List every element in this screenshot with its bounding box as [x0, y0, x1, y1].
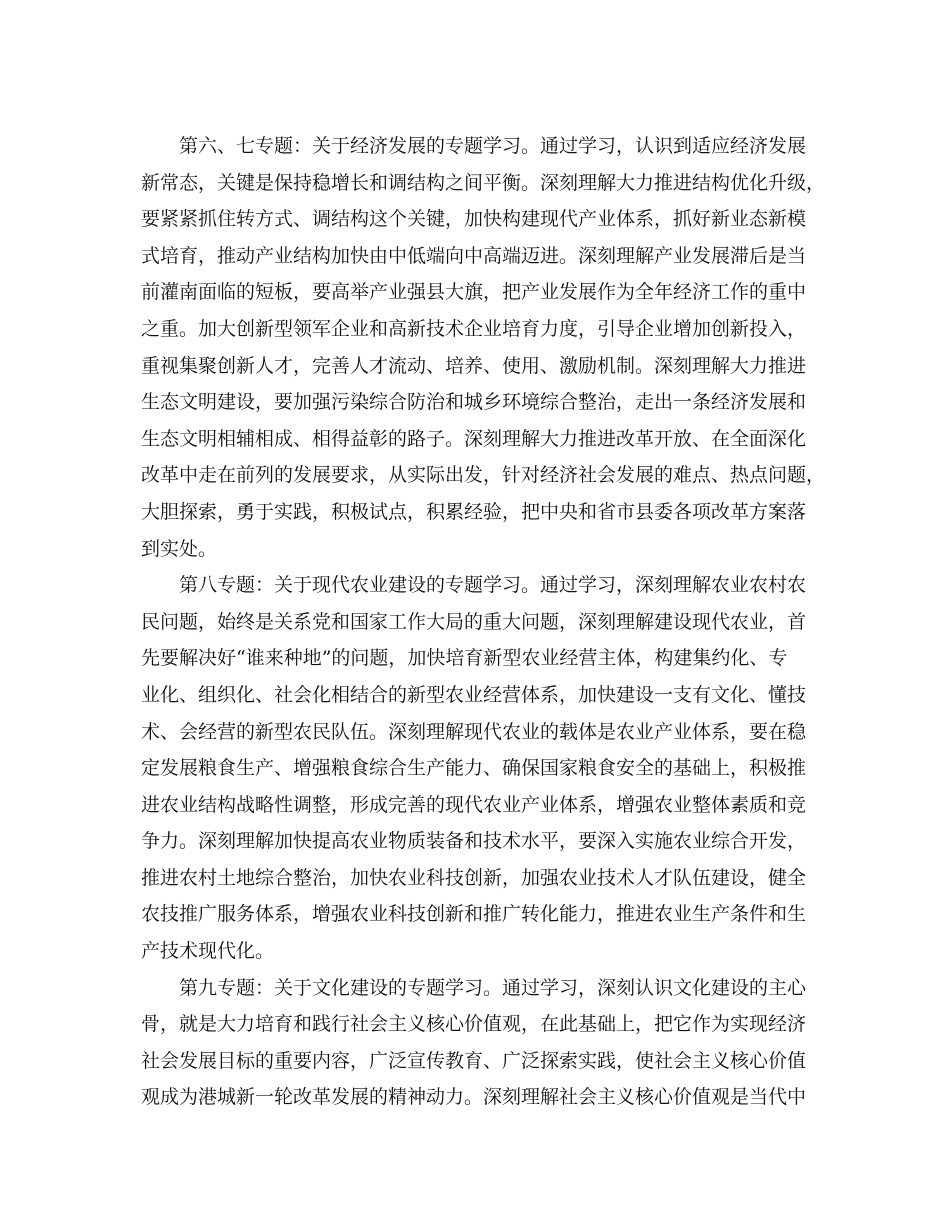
text-line: 产技术现代化。	[141, 940, 275, 963]
text-line: 大胆探索，勇于实践，积极试点，积累经验，把中央和省市县委各项改革方案落	[141, 500, 807, 523]
text-line: 第九专题：关于文化建设的专题学习。通过学习，深刻认识文化建设的主心	[179, 976, 807, 999]
paragraph-economic-development	[141, 128, 826, 567]
text-line: 到实处。	[141, 537, 218, 560]
text-line: 生态文明建设，要加强污染综合防治和城乡环境综合整治，走出一条经济发展和	[141, 391, 807, 414]
paragraph-cultural-construction	[141, 970, 811, 1116]
text-line: 争力。深刻理解加快提高农业物质装备和技术水平，要深入实施农业综合开发，	[141, 830, 807, 853]
text-line: 进农业结构战略性调整，形成完善的现代农业产业体系，增强农业整体素质和竞	[141, 793, 807, 816]
text-line: 之重。加大创新型领军企业和高新技术企业培育力度，引导企业增加创新投入，	[141, 317, 807, 340]
text-line: 民问题，始终是关系党和国家工作大局的重大问题，深刻理解建设现代农业，首	[141, 610, 807, 633]
text-line: 生态文明相辅相成、相得益彰的路子。深刻理解大力推进改革开放、在全面深化	[141, 427, 807, 450]
text-line: 农技推广服务体系，增强农业科技创新和推广转化能力，推进农业生产条件和生	[141, 903, 807, 926]
text-line: 社会发展目标的重要内容，广泛宣传教育、广泛探索实践，使社会主义核心价值	[141, 1049, 807, 1072]
text-line: 观成为港城新一轮改革发展的精神动力。深刻理解社会主义核心价值观是当代中	[141, 1086, 807, 1109]
text-line: 式培育，推动产业结构加快由中低端向中高端迈进。深刻理解产业发展滞后是当	[141, 244, 807, 267]
text-line: 骨，就是大力培育和践行社会主义核心价值观，在此基础上，把它作为实现经济	[141, 1013, 807, 1036]
text-line: 重视集聚创新人才，完善人才流动、培养、使用、激励机制。深刻理解大力推进	[141, 354, 807, 377]
text-line: 第六、七专题：关于经济发展的专题学习。通过学习，认识到适应经济发展	[179, 135, 807, 157]
text-line: 要紧紧抓住转方式、调结构这个关键，加快构建现代产业体系，抓好新业态新模	[141, 208, 807, 231]
text-line: 改革中走在前列的发展要求，从实际出发，针对经济社会发展的难点、热点问题，	[141, 464, 826, 487]
text-line: 推进农村土地综合整治，加快农业科技创新，加强农业技术人才队伍建设，健全	[141, 866, 807, 889]
text-line: 先要解决好“谁来种地”的问题，加快培育新型农业经营主体，构建集约化、专	[141, 647, 788, 670]
text-line: 第八专题：关于现代农业建设的专题学习。通过学习，深刻理解农业农村农	[179, 574, 807, 597]
paragraph-modern-agriculture	[141, 567, 811, 970]
text-line: 新常态，关键是保持稳增长和调结构之间平衡。深刻理解大力推进结构优化升级，	[141, 171, 826, 194]
document-body	[141, 128, 826, 1116]
text-line: 术、会经营的新型农民队伍。深刻理解现代农业的载体是农业产业体系，要在稳	[141, 720, 807, 743]
text-line: 业化、组织化、社会化相结合的新型农业经营体系，加快建设一支有文化、懂技	[141, 683, 807, 706]
text-line: 定发展粮食生产、增强粮食综合生产能力、确保国家粮食安全的基础上，积极推	[141, 757, 807, 780]
text-line: 前灌南面临的短板，要高举产业强县大旗，把产业发展作为全年经济工作的重中	[141, 281, 807, 304]
